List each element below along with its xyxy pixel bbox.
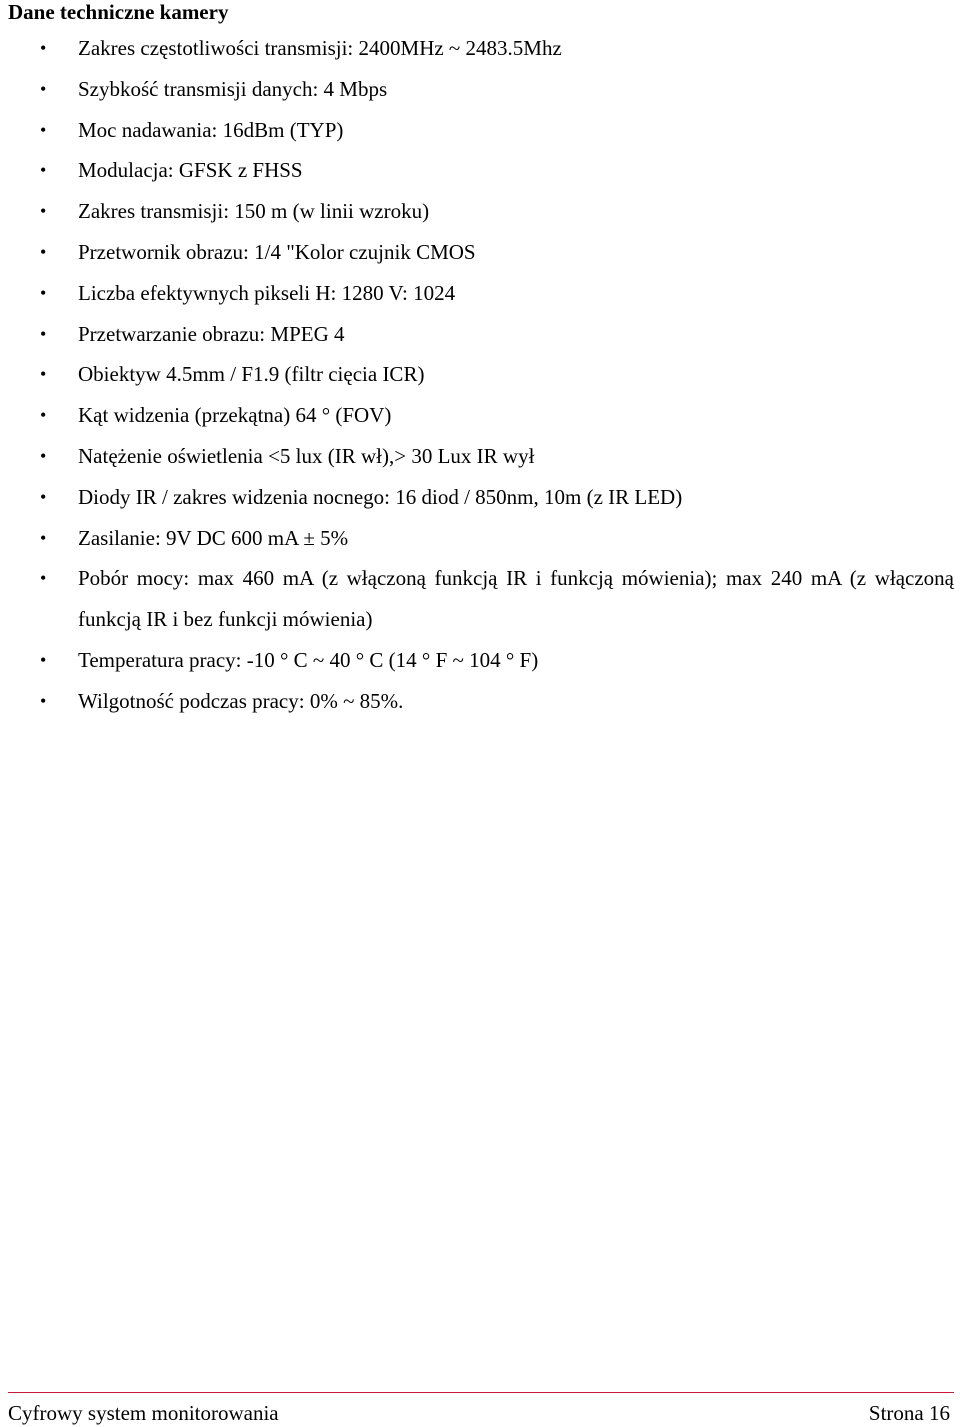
bullet-icon: • bbox=[40, 364, 47, 385]
spec-text: Modulacja: GFSK z FHSS bbox=[78, 158, 303, 183]
spec-item bbox=[0, 477, 960, 518]
spec-text: Pobór mocy: max 460 mA (z włączoną funkcją IR i funkcją mówienia); max 240 mA (z włączoną funkcją IR i bez funkcji mówienia) bbox=[78, 566, 954, 632]
spec-item bbox=[0, 395, 960, 436]
spec-item bbox=[0, 354, 960, 395]
bullet-icon: • bbox=[40, 323, 47, 344]
bullet-icon: • bbox=[40, 119, 47, 140]
bullet-icon: • bbox=[40, 201, 47, 222]
bullet-icon: • bbox=[40, 527, 47, 548]
spec-item bbox=[0, 314, 960, 355]
spec-text: Wilgotność podczas pracy: 0% ~ 85%. bbox=[78, 688, 404, 713]
spec-text: Moc nadawania: 16dBm (TYP) bbox=[78, 117, 344, 142]
spec-text: Przetwornik obrazu: 1/4 "Kolor czujnik CMOS bbox=[78, 239, 476, 264]
spec-item bbox=[0, 518, 960, 559]
spec-text: Diody IR / zakres widzenia nocnego: 16 diod / 850nm, 10m (z IR LED) bbox=[78, 484, 683, 509]
spec-item bbox=[0, 436, 960, 477]
bullet-icon: • bbox=[40, 568, 47, 589]
spec-item bbox=[0, 640, 960, 681]
spec-item bbox=[0, 273, 960, 314]
bullet-icon: • bbox=[40, 486, 47, 507]
bullet-icon: • bbox=[40, 38, 47, 58]
spec-text: Zakres transmisji: 150 m (w linii wzroku) bbox=[78, 199, 430, 224]
bullet-icon: • bbox=[40, 445, 47, 466]
spec-list bbox=[0, 28, 960, 722]
spec-item bbox=[0, 110, 960, 151]
spec-text: Zasilanie: 9V DC 600 mA ± 5% bbox=[78, 525, 349, 550]
spec-item bbox=[0, 150, 960, 191]
bullet-icon: • bbox=[40, 241, 47, 262]
footer-divider bbox=[8, 1392, 954, 1393]
footer-document-title: Cyfrowy system monitorowania bbox=[8, 1401, 279, 1425]
bullet-icon: • bbox=[40, 282, 47, 303]
spec-item bbox=[0, 69, 960, 110]
bullet-icon: • bbox=[40, 649, 47, 670]
spec-text: Temperatura pracy: -10 ° C ~ 40 ° C (14 ° F ~ 104 ° F) bbox=[78, 647, 539, 672]
spec-text: Szybkość transmisji danych: 4 Mbps bbox=[78, 76, 388, 101]
spec-item bbox=[0, 191, 960, 232]
spec-text: Obiektyw 4.5mm / F1.9 (filtr cięcia ICR) bbox=[78, 362, 425, 387]
spec-text: Kąt widzenia (przekątna) 64 ° (FOV) bbox=[78, 403, 392, 428]
bullet-icon: • bbox=[40, 405, 47, 426]
section-heading: Dane techniczne kamery bbox=[8, 0, 229, 24]
bullet-icon: • bbox=[40, 690, 47, 711]
footer-page-number: Strona 16 bbox=[868, 1401, 950, 1425]
spec-text: Liczba efektywnych pikseli H: 1280 V: 1024 bbox=[78, 280, 456, 305]
spec-text: Natężenie oświetlenia <5 lux (IR wł),> 30 Lux IR wył bbox=[78, 443, 535, 468]
spec-text: Przetwarzanie obrazu: MPEG 4 bbox=[78, 321, 345, 346]
spec-item bbox=[0, 28, 960, 69]
bullet-icon: • bbox=[40, 160, 47, 181]
spec-item bbox=[0, 558, 960, 640]
bullet-icon: • bbox=[40, 78, 47, 99]
spec-item bbox=[0, 681, 960, 722]
spec-text: Zakres częstotliwości transmisji: 2400MHz ~ 2483.5Mhz bbox=[78, 36, 562, 60]
spec-item bbox=[0, 232, 960, 273]
